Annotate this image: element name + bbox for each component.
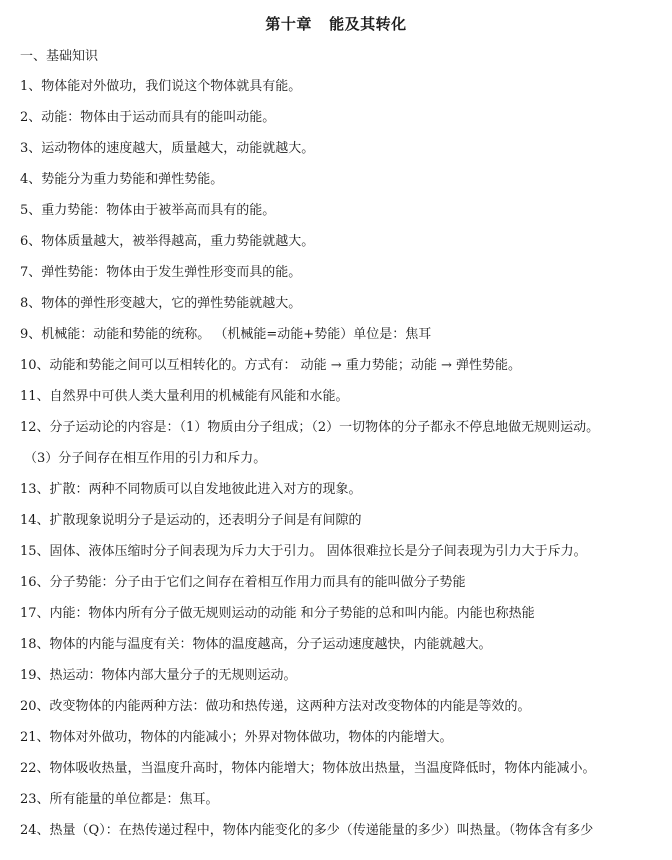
list-item: 13、扩散：两种不同物质可以自发地彼此进入对方的现象。 [20, 482, 362, 497]
chapter-title: 第十章 能及其转化 [265, 15, 407, 33]
list-item: 21、物体对外做功，物体的内能减小；外界对物体做功，物体的内能增大。 [20, 730, 453, 745]
list-item: 22、物体吸收热量，当温度升高时，物体内能增大；物体放出热量，当温度降低时，物体内能减小。 [20, 761, 596, 776]
list-item: 15、固体、液体压缩时分子间表现为斥力大于引力。 固体很难拉长是分子间表现为引力大于斥力。 [20, 544, 587, 559]
section-heading: 一、基础知识 [20, 49, 99, 64]
list-item: 20、改变物体的内能两种方法：做功和热传递，这两种方法对改变物体的内能是等效的。 [20, 699, 531, 714]
list-item: 10、动能和势能之间可以互相转化的。方式有： 动能 → 重力势能；动能 → 弹性势能。 [20, 358, 521, 373]
list-item: 11、自然界中可供人类大量利用的机械能有风能和水能。 [20, 389, 349, 404]
list-item-continuation: （3）分子间存在相互作用的引力和斥力。 [24, 451, 267, 466]
list-item: 3、运动物体的速度越大，质量越大，动能就越大。 [20, 141, 315, 156]
list-item: 8、物体的弹性形变越大，它的弹性势能就越大。 [20, 296, 302, 311]
list-item: 12、分子运动论的内容是：（1）物质由分子组成；（2）一切物体的分子都永不停息地做无规则运动。 [20, 420, 600, 435]
list-item: 5、重力势能：物体由于被举高而具有的能。 [20, 203, 276, 218]
list-item: 23、所有能量的单位都是：焦耳。 [20, 792, 219, 807]
list-item: 24、热量（Q）：在热传递过程中，物体内能变化的多少（传递能量的多少）叫热量。（物体含有多少 [20, 823, 594, 838]
list-item: 1、物体能对外做功，我们说这个物体就具有能。 [20, 79, 302, 94]
knowledge-list [20, 77, 670, 852]
list-item: 4、势能分为重力势能和弹性势能。 [20, 172, 224, 187]
list-item: 2、动能：物体由于运动而具有的能叫动能。 [20, 110, 276, 125]
list-item: 14、扩散现象说明分子是运动的，还表明分子间是有间隙的 [20, 513, 362, 528]
list-item: 9、机械能：动能和势能的统称。 （机械能=动能+势能）单位是：焦耳 [20, 327, 432, 342]
list-item: 6、物体质量越大，被举得越高，重力势能就越大。 [20, 234, 315, 249]
list-item: 18、物体的内能与温度有关：物体的温度越高，分子运动速度越快，内能就越大。 [20, 637, 492, 652]
list-item: 16、分子势能：分子由于它们之间存在着相互作用力而具有的能叫做分子势能 [20, 575, 466, 590]
list-item: 17、内能：物体内所有分子做无规则运动的动能 和分子势能的总和叫内能。内能也称热能 [20, 606, 535, 621]
list-item: 19、热运动：物体内部大量分子的无规则运动。 [20, 668, 297, 683]
list-item: 7、弹性势能：物体由于发生弹性形变而具的能。 [20, 265, 302, 280]
